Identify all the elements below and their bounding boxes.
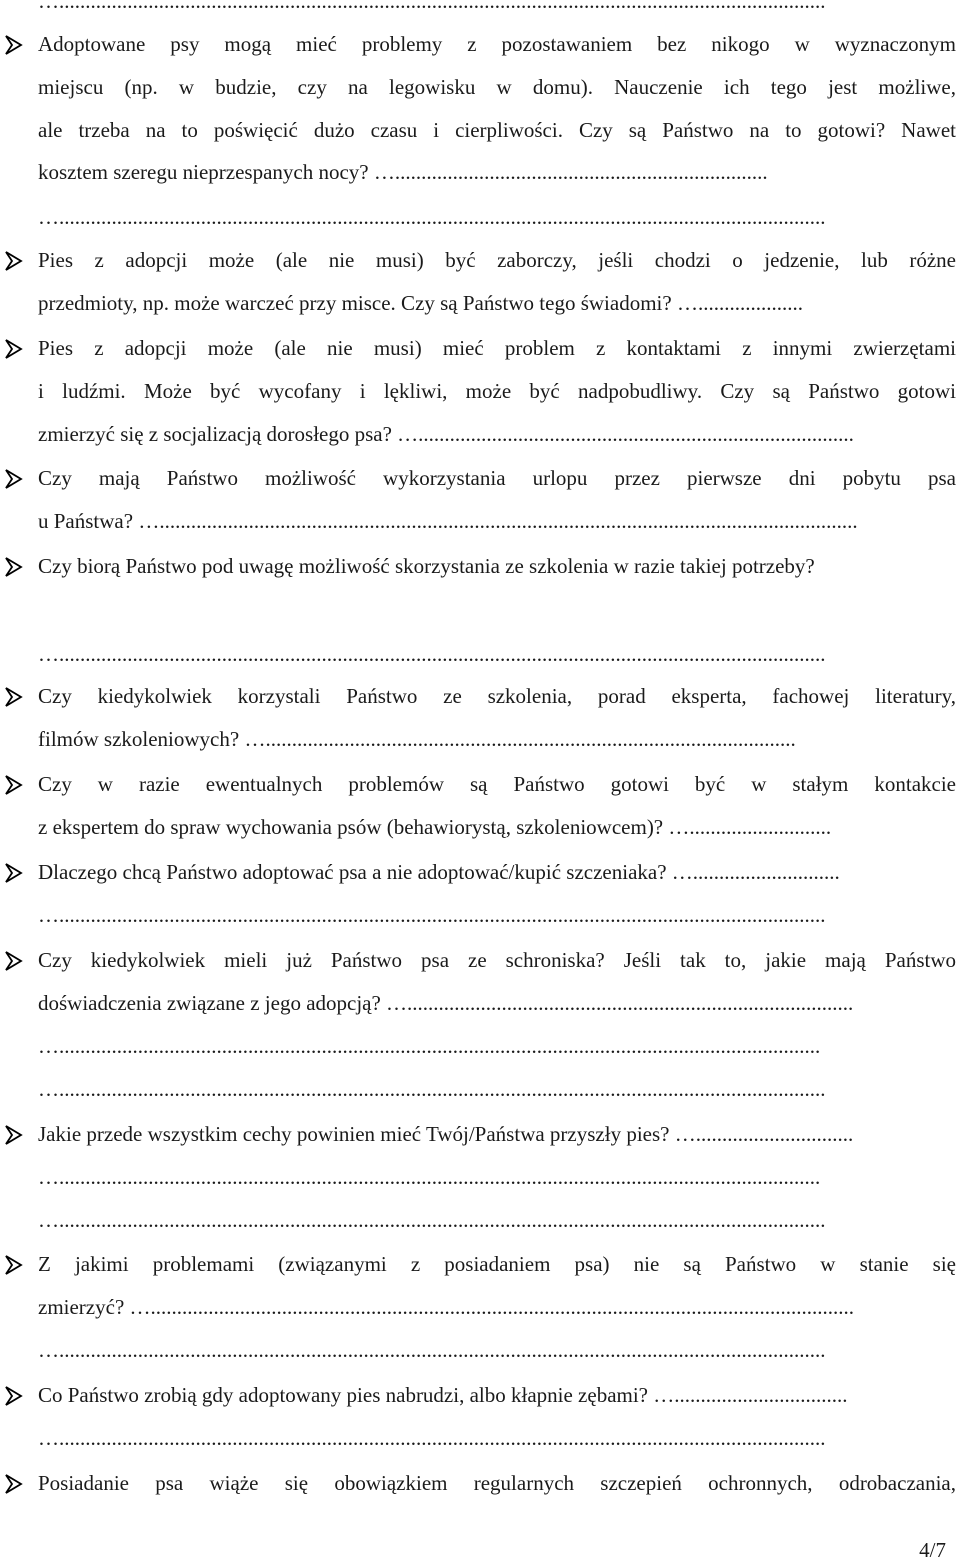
arrow-bullet-icon — [4, 556, 24, 578]
question-text: Czy w razie ewentualnych problemów są Państwo gotowi być w stałym kontakcie — [38, 772, 956, 796]
question-text: Czy mają Państwo możliwość wykorzystania urlopu przez pierwsze dni pobytu psa — [38, 466, 956, 490]
arrow-bullet-icon — [4, 338, 24, 360]
answer-line[interactable]: ….................................................................................................................................................. — [38, 1077, 826, 1101]
question-text: Czy kiedykolwiek korzystali Państwo ze szkolenia, porad eksperta, fachowej literatury, — [38, 684, 956, 708]
question-text[interactable]: Jakie przede wszystkim cechy powinien mieć Twój/Państwa przyszły pies? ….............................. — [38, 1122, 854, 1146]
question-text: miejscu (np. w budzie, czy na legowisku w domu). Nauczenie ich tego jest możliwe, — [38, 75, 956, 99]
answer-line[interactable]: ….................................................................................................................................................. — [38, 1338, 826, 1362]
arrow-bullet-icon — [4, 686, 24, 708]
arrow-bullet-icon — [4, 1473, 24, 1495]
question-text[interactable]: filmów szkoleniowych? …..................................................................................................... — [38, 727, 796, 751]
arrow-bullet-icon — [4, 1385, 24, 1407]
answer-line[interactable]: ….................................................................................................................................................. — [38, 642, 826, 666]
question-text[interactable]: zmierzyć? …...................................................................................................................................... — [38, 1295, 855, 1319]
arrow-bullet-icon — [4, 1254, 24, 1276]
answer-line[interactable]: ….................................................................................................................................................. — [38, 1208, 826, 1232]
answer-line[interactable]: ….................................................................................................................................................. — [38, 205, 826, 229]
question-text[interactable]: przedmioty, np. może warczeć przy misce. Czy są Państwo tego świadomi? ….................... — [38, 291, 803, 315]
question-text: i ludźmi. Może być wycofany i lękliwi, może być nadpobudliwy. Czy są Państwo gotowi — [38, 379, 956, 403]
question-text: ale trzeba na to poświęcić dużo czasu i cierpliwości. Czy są Państwo na to gotowi? Nawet — [38, 118, 956, 142]
question-text: Z jakimi problemami (związanymi z posiadaniem psa) nie są Państwo w stanie się — [38, 1252, 956, 1276]
arrow-bullet-icon — [4, 862, 24, 884]
question-text: Czy kiedykolwiek mieli już Państwo psa ze schroniska? Jeśli tak to, jakie mają Państwo — [38, 948, 956, 972]
arrow-bullet-icon — [4, 468, 24, 490]
answer-line[interactable]: …................................................................................................................................................. — [38, 1165, 821, 1189]
page-number: 4/7 — [919, 1538, 946, 1562]
question-text[interactable]: Co Państwo zrobią gdy adoptowany pies nabrudzi, albo kłapnie zębami? …................................. — [38, 1383, 848, 1407]
question-text: Pies z adopcji może (ale nie musi) być zaborczy, jeśli chodzi o jedzenie, lub różne — [38, 248, 956, 272]
question-text[interactable]: Dlaczego chcą Państwo adoptować psa a nie adoptować/kupić szczeniaka? …............................ — [38, 860, 840, 884]
answer-line[interactable]: …................................................................................................................................................. — [38, 1034, 821, 1058]
answer-line[interactable]: ….................................................................................................................................................. — [38, 1426, 826, 1450]
question-text[interactable]: zmierzyć się z socjalizacją dorosłego psa? …................................................................................... — [38, 422, 854, 446]
question-text[interactable]: z ekspertem do spraw wychowania psów (behawiorystą, szkoleniowcem)? …........................... — [38, 815, 832, 839]
question-text[interactable]: kosztem szeregu nieprzespanych nocy? …....................................................................... — [38, 160, 768, 184]
question-text: Adoptowane psy mogą mieć problemy z pozostawaniem bez nikogo w wyznaczonym — [38, 32, 956, 56]
question-text: Posiadanie psa wiąże się obowiązkiem regularnych szczepień ochronnych, odrobaczania, — [38, 1471, 956, 1495]
question-text: Pies z adopcji może (ale nie musi) mieć problem z kontaktami z innymi zwierzętami — [38, 336, 956, 360]
question-text[interactable]: doświadczenia związane z jego adopcją? …..................................................................................... — [38, 991, 854, 1015]
arrow-bullet-icon — [4, 250, 24, 272]
arrow-bullet-icon — [4, 950, 24, 972]
answer-line[interactable]: ….................................................................................................................................................. — [38, 0, 826, 13]
question-text[interactable]: u Państwa? …..................................................................................................................................... — [38, 509, 858, 533]
arrow-bullet-icon — [4, 774, 24, 796]
arrow-bullet-icon — [4, 34, 24, 56]
question-text: Czy biorą Państwo pod uwagę możliwość skorzystania ze szkolenia w razie takiej potrzeby? — [38, 554, 815, 578]
arrow-bullet-icon — [4, 1124, 24, 1146]
answer-line[interactable]: ….................................................................................................................................................. — [38, 903, 826, 927]
